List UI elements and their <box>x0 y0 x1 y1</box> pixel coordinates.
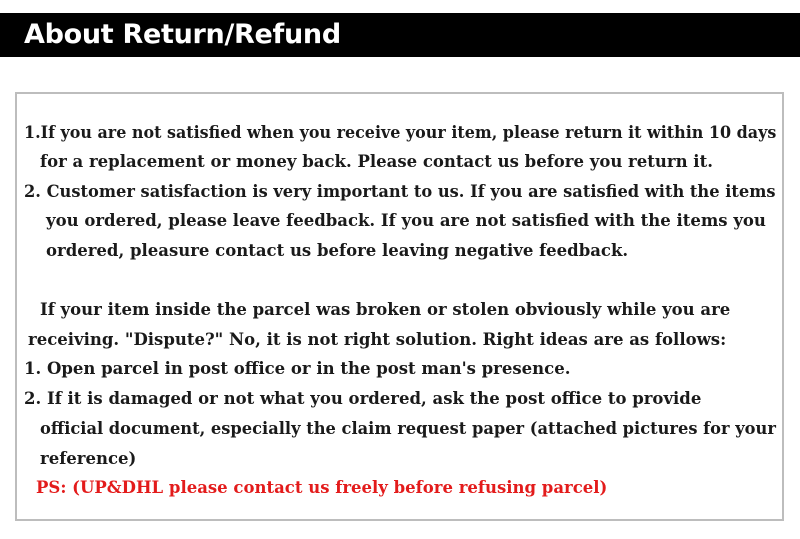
policy-line-7: receiving. "Dispute?" No, it is not right solution. Right ideas are as follows: <box>28 330 727 349</box>
ps-note: PS: (UP&DHL please contact us freely before refusing parcel) <box>36 478 608 497</box>
page-title: About Return/Refund <box>24 19 341 50</box>
header-bar <box>0 13 800 57</box>
policy-line-1: 1.If you are not satisfied when you receive your item, please return it within 10 days <box>24 123 777 142</box>
policy-line-4: you ordered, please leave feedback. If you are not satisfied with the items you <box>46 211 766 230</box>
policy-line-2: for a replacement or money back. Please contact us before you return it. <box>40 152 713 171</box>
policy-content-box <box>15 92 784 521</box>
policy-line-10: official document, especially the claim request paper (attached pictures for your <box>40 419 776 438</box>
policy-line-6: If your item inside the parcel was broken or stolen obviously while you are <box>40 300 731 319</box>
policy-line-11: reference) <box>40 449 137 468</box>
policy-line-9: 2. If it is damaged or not what you ordered, ask the post office to provide <box>24 389 702 408</box>
policy-line-5: ordered, pleasure contact us before leaving negative feedback. <box>46 241 629 260</box>
policy-line-3: 2. Customer satisfaction is very important to us. If you are satisfied with the items <box>24 182 776 201</box>
policy-line-8: 1. Open parcel in post office or in the post man's presence. <box>24 359 571 378</box>
